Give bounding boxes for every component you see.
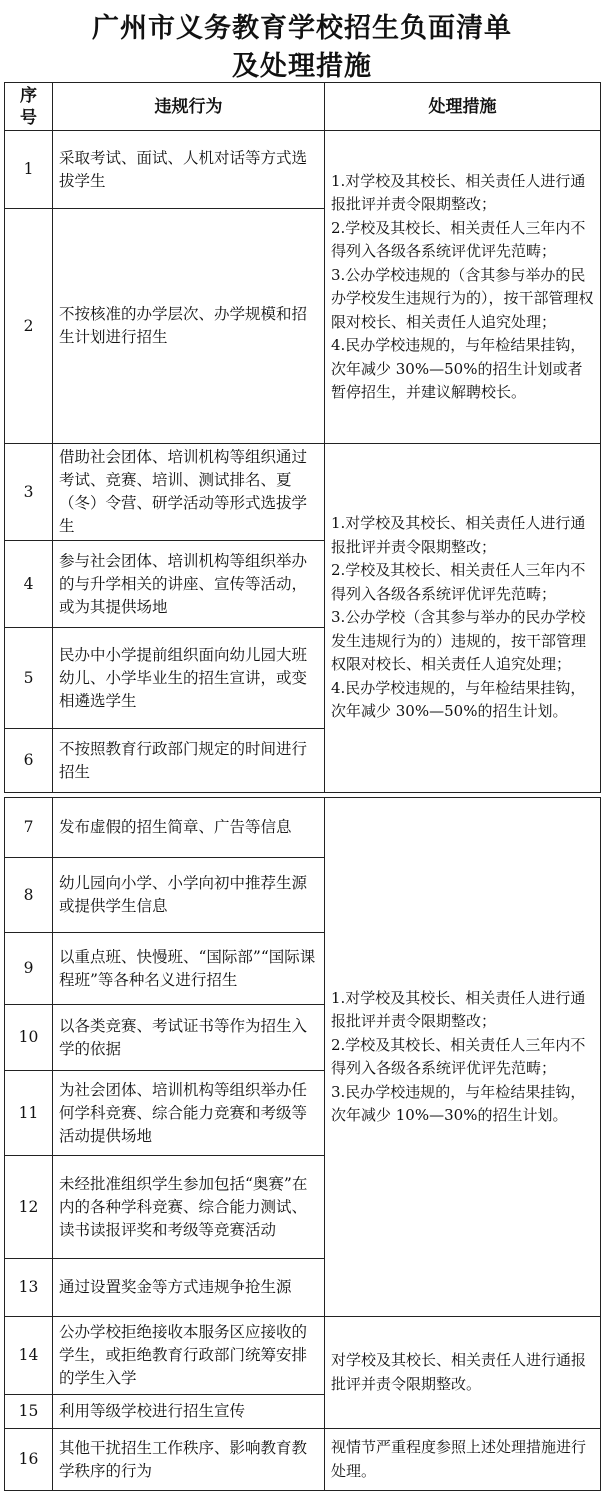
measure-group-3: 1.对学校及其校长、相关责任人进行通报批评并责令限期整改； 2.学校及其校长、相关责任人三年内不得列入各级各系统评优评先范畴； 3.民办学校违规的，与年检结果挂钩，次年减少 10%—30%的招生计划。 xyxy=(325,798,601,1317)
row-behavior: 民办中小学提前组织面向幼儿园大班幼儿、小学毕业生的招生宣讲，或变相遴选学生 xyxy=(53,628,325,729)
row-behavior: 发布虚假的招生简章、广告等信息 xyxy=(53,798,325,858)
row-behavior: 以重点班、快慢班、“国际部”“国际课程班”等各种名义进行招生 xyxy=(53,933,325,1005)
measure-group-2: 1.对学校及其校长、相关责任人进行通报批评并责令限期整改； 2.学校及其校长、相关责任人三年内不得列入各级各系统评优评先范畴； 3.公办学校（含其参与举办的民办学校发生违规行为的）违规的，按干部管理权限对校长、相关责任人追究处理； 4.民办学校违规的，与年检结果挂钩，次年减少 30%—50%的招生计划。 xyxy=(325,444,601,793)
row-number: 7 xyxy=(5,798,53,858)
row-behavior: 参与社会团体、培训机构等组织举办的与升学相关的讲座、宣传等活动，或为其提供场地 xyxy=(53,541,325,628)
row-behavior: 通过设置奖金等方式违规争抢生源 xyxy=(53,1259,325,1317)
row-number: 3 xyxy=(5,444,53,541)
row-behavior: 采取考试、面试、人机对话等方式选拔学生 xyxy=(53,131,325,209)
row-number: 15 xyxy=(5,1395,53,1429)
row-behavior: 借助社会团体、培训机构等组织通过考试、竞赛、培训、测试排名、夏（冬）令营、研学活动等形式选拔学生 xyxy=(53,444,325,541)
row-number: 2 xyxy=(5,209,53,444)
measure-group-5: 视情节严重程度参照上述处理措施进行处理。 xyxy=(325,1429,601,1491)
row-behavior: 不按照教育行政部门规定的时间进行招生 xyxy=(53,729,325,793)
row-behavior: 幼儿园向小学、小学向初中推荐生源或提供学生信息 xyxy=(53,858,325,933)
row-behavior: 其他干扰招生工作秩序、影响教育教学秩序的行为 xyxy=(53,1429,325,1491)
table-row xyxy=(5,131,601,209)
negative-list-table-part1 xyxy=(4,82,601,793)
row-number: 9 xyxy=(5,933,53,1005)
row-number: 11 xyxy=(5,1071,53,1156)
table-header-row xyxy=(5,83,601,131)
row-behavior: 为社会团体、培训机构等组织举办任何学科竞赛、综合能力竞赛和考级等活动提供场地 xyxy=(53,1071,325,1156)
row-behavior: 以各类竞赛、考试证书等作为招生入学的依据 xyxy=(53,1005,325,1071)
row-number: 10 xyxy=(5,1005,53,1071)
row-number: 16 xyxy=(5,1429,53,1491)
table-row xyxy=(5,1429,601,1491)
row-number: 12 xyxy=(5,1156,53,1259)
row-behavior: 不按核准的办学层次、办学规模和招生计划进行招生 xyxy=(53,209,325,444)
document-title-line2: 及处理措施 xyxy=(232,51,372,82)
row-behavior: 未经批准组织学生参加包括“奥赛”在内的各种学科竞赛、综合能力测试、读书读报评奖和考级等竞赛活动 xyxy=(53,1156,325,1259)
row-number: 1 xyxy=(5,131,53,209)
measure-group-4: 对学校及其校长、相关责任人进行通报批评并责令限期整改。 xyxy=(325,1317,601,1429)
table-row xyxy=(5,798,601,858)
document-title-line1: 广州市义务教育学校招生负面清单 xyxy=(92,13,512,44)
table-row xyxy=(5,1317,601,1395)
row-number: 8 xyxy=(5,858,53,933)
row-number: 13 xyxy=(5,1259,53,1317)
negative-list-table-part2 xyxy=(4,797,601,1491)
row-number: 14 xyxy=(5,1317,53,1395)
row-behavior: 公办学校拒绝接收本服务区应接收的学生，或拒绝教育行政部门统筹安排的学生入学 xyxy=(53,1317,325,1395)
table-row xyxy=(5,444,601,541)
row-number: 5 xyxy=(5,628,53,729)
measure-group-1: 1.对学校及其校长、相关责任人进行通报批评并责令限期整改； 2.学校及其校长、相关责任人三年内不得列入各级各系统评优评先范畴； 3.公办学校违规的（含其参与举办的民办学校发生违规行为的），按干部管理权限对校长、相关责任人追究处理； 4.民办学校违规的，与年检结果挂钩，次年减少 30%—50%的招生计划或者暂停招生，并建议解聘校长。 xyxy=(325,131,601,444)
row-behavior: 利用等级学校进行招生宣传 xyxy=(53,1395,325,1429)
row-number: 4 xyxy=(5,541,53,628)
row-number: 6 xyxy=(5,729,53,793)
header-behavior: 违规行为 xyxy=(53,83,325,131)
header-no: 序 号 xyxy=(5,83,53,131)
header-measure: 处理措施 xyxy=(325,83,601,131)
